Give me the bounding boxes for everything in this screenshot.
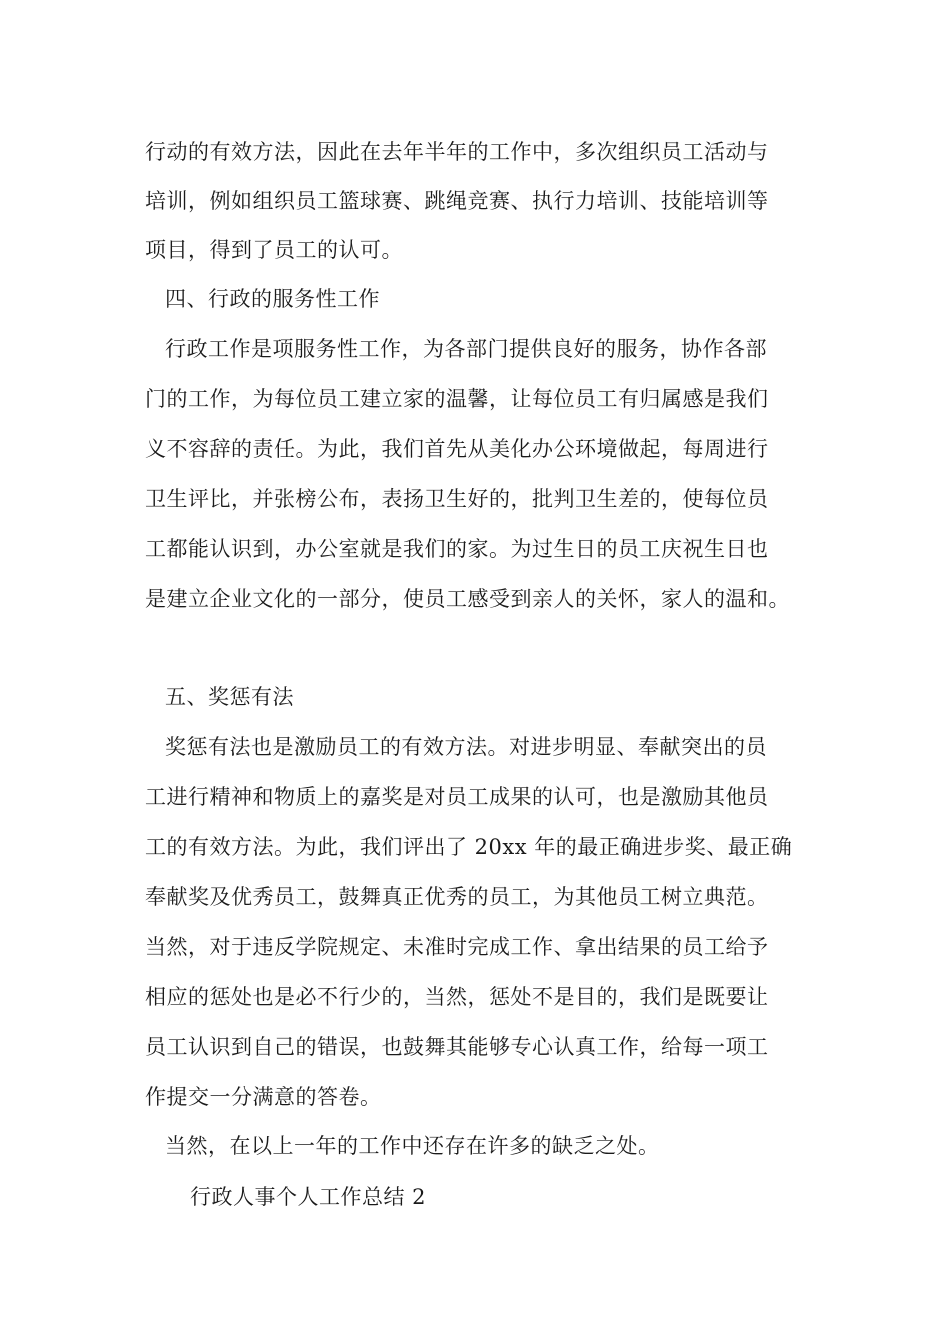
paragraph-line: 当然，在以上一年的工作中还存在许多的缺乏之处。 [165, 1134, 660, 1158]
paragraph-line: 奖惩有法也是激励员工的有效方法。对进步明显、奉献突出的员 [165, 735, 767, 759]
paragraph-line: 工进行精神和物质上的嘉奖是对员工成果的认可，也是激励其他员 [145, 785, 769, 809]
paragraph-line: 行政工作是项服务性工作，为各部门提供良好的服务，协作各部 [165, 337, 767, 361]
paragraph-line: 卫生评比，并张榜公布，表扬卫生好的，批判卫生差的，使每位员 [145, 487, 769, 511]
section-heading: 四、行政的服务性工作 [165, 287, 380, 311]
paragraph-line: 工的有效方法。为此，我们评出了 20xx 年的最正确进步奖、最正确 [145, 835, 793, 859]
paragraph-line: 作提交一分满意的答卷。 [145, 1085, 382, 1109]
paragraph-line: 门的工作，为每位员工建立家的温馨，让每位员工有归属感是我们 [145, 387, 769, 411]
paragraph-line: 义不容辞的责任。为此，我们首先从美化办公环境做起，每周进行 [145, 437, 769, 461]
section-heading: 五、奖惩有法 [165, 685, 294, 709]
paragraph-line: 工都能认识到，办公室就是我们的家。为过生日的员工庆祝生日也 [145, 537, 769, 561]
paragraph-line: 当然，对于违反学院规定、未准时完成工作、拿出结果的员工给予 [145, 935, 769, 959]
paragraph-line: 员工认识到自己的错误，也鼓舞其能够专心认真工作，给每一项工 [145, 1035, 769, 1059]
document-title: 行政人事个人工作总结 2 [190, 1185, 427, 1209]
paragraph-line: 行动的有效方法，因此在去年半年的工作中，多次组织员工活动与 [145, 140, 769, 164]
paragraph-line: 项目，得到了员工的认可。 [145, 238, 403, 262]
paragraph-line: 培训，例如组织员工篮球赛、跳绳竞赛、执行力培训、技能培训等 [145, 189, 769, 213]
paragraph-line: 相应的惩处也是必不行少的，当然，惩处不是目的，我们是既要让 [145, 985, 769, 1009]
paragraph-line: 是建立企业文化的一部分，使员工感受到亲人的关怀，家人的温和。 [145, 587, 790, 611]
paragraph-line: 奉献奖及优秀员工，鼓舞真正优秀的员工，为其他员工树立典范。 [145, 885, 769, 909]
